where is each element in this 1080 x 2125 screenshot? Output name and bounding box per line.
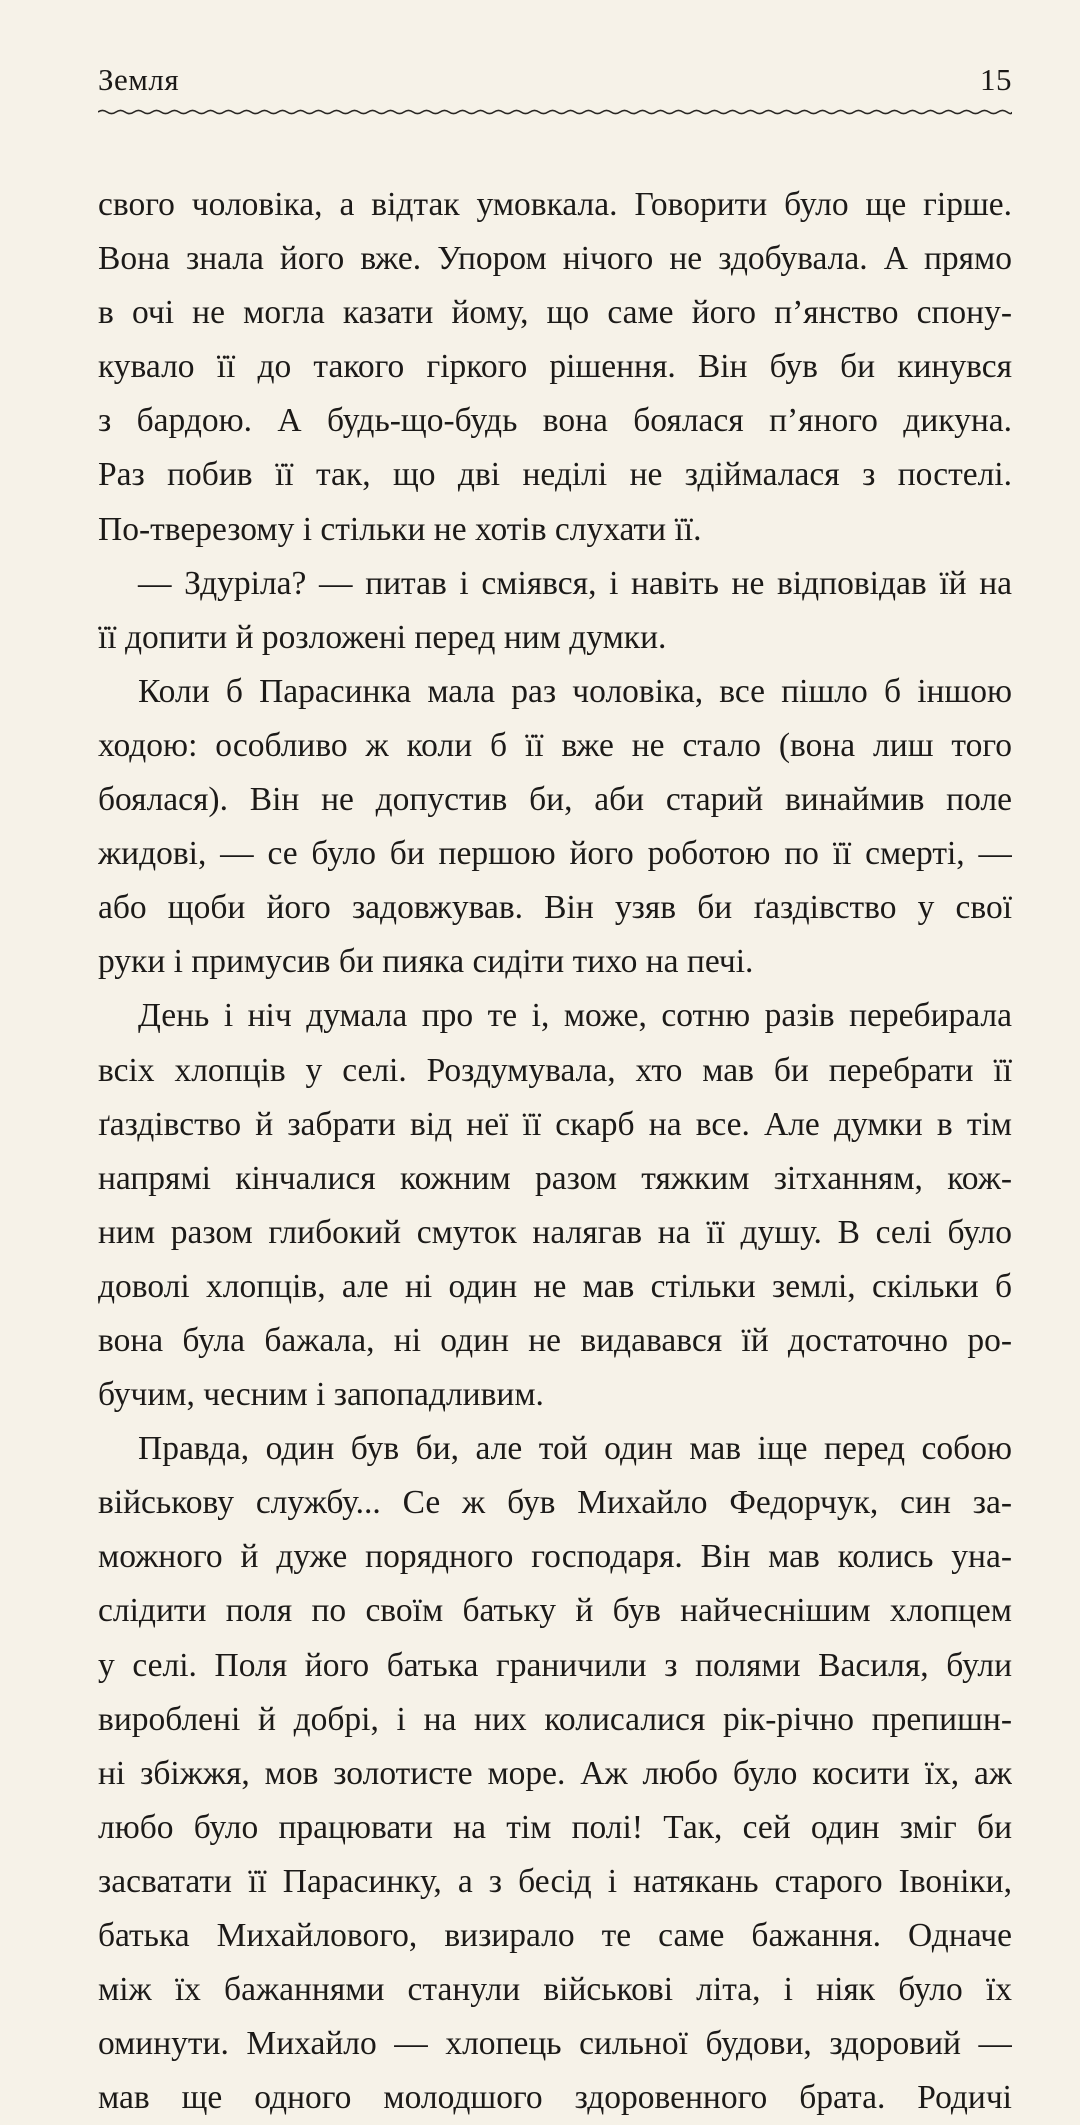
text-line: можного й дуже порядного господаря. Він мав колись уна- [98, 1538, 1012, 1576]
text-line: По-тверезому і стільки не хотів слухати її. [98, 510, 702, 548]
text-line: у селі. Поля його батька граничили з полями Василя, були [98, 1646, 1012, 1684]
text-line: всіх хлопців у селі. Роздумувала, хто мав би перебрати її [98, 1051, 1012, 1089]
text-line: бучим, чесним і запопадливим. [98, 1376, 544, 1414]
text-line: Раз побив її так, що дві неділі не здіймалася з постелі. [98, 456, 1012, 494]
body-text [98, 178, 1012, 2125]
text-line: руки і примусив би пияка сидіти тихо на печі. [98, 943, 754, 981]
text-line: вона була бажала, ні один не видавався їй достаточно ро- [98, 1321, 1012, 1359]
text-line: військову службу... Се ж був Михайло Федорчук, син за- [98, 1484, 1012, 1522]
text-line: між їх бажаннями станули військові літа, і ніяк було їх [98, 1971, 1012, 2009]
text-line: батька Михайлового, визирало те саме бажання. Одначе [98, 1917, 1012, 1954]
text-line: жидові, — се було би першою його роботою по її смерті, — [98, 835, 1012, 873]
running-title: Земля [98, 62, 180, 97]
text-line: Вона знала його вже. Упором нічого не здобувала. А прямо [98, 240, 1012, 278]
text-line: ґаздівство й забрати від неї її скарб на все. Але думки в тім [98, 1105, 1012, 1143]
text-line: Коли б Парасинка мала раз чоловіка, все пішло б іншою [138, 672, 1012, 710]
text-line: з бардою. А будь-що-будь вона боялася п’яного дикуна. [98, 402, 1012, 440]
text-line: свого чоловіка, а відтак умовкала. Говорити було ще гірше. [98, 186, 1012, 223]
text-line: вироблені й добрі, і на них колисалися рік-річно препишн- [98, 1700, 1012, 1738]
wavy-rule-ornament [98, 104, 1012, 120]
text-line: ні збіжжя, мов золотисте море. Аж любо було косити їх, аж [98, 1754, 1012, 1792]
text-line: мав ще одного молодшого здоровенного брата. Родичі [98, 2079, 1012, 2117]
text-line: День і ніч думала про те і, може, сотню разів перебирала [138, 997, 1012, 1035]
text-line: ходою: особливо ж коли б її вже не стало (вона лиш того [98, 726, 1012, 764]
text-line: оминути. Михайло — хлопець сильної будови, здоровий — [98, 2025, 1012, 2063]
text-line: Правда, один був би, але той один мав іще перед собою [138, 1430, 1012, 1468]
text-line: доволі хлопців, але ні один не мав стільки землі, скільки б [98, 1267, 1012, 1305]
text-line: боялася). Він не допустив би, аби старий винаймив поле [98, 781, 1012, 819]
text-line: або щоби його задовжував. Він узяв би ґаздівство у свої [98, 889, 1012, 927]
text-line: напрямі кінчалися кожним разом тяжким зітханням, кож- [98, 1159, 1012, 1197]
text-line: її допити й розложені перед ним думки. [98, 618, 667, 656]
text-line: кувало її до такого гіркого рішення. Він був би кинувся [98, 348, 1012, 386]
running-head [98, 48, 1012, 98]
text-line: в очі не могла казати йому, що саме його п’янство спону- [98, 294, 1012, 332]
text-line: любо було працювати на тім полі! Так, сей один зміг би [98, 1808, 1012, 1846]
page-number: 15 [980, 62, 1012, 97]
text-line: ним разом глибокий смуток налягав на її душу. В селі було [98, 1213, 1012, 1251]
text-line: засватати її Парасинку, а з бесід і натякань старого Івоніки, [98, 1862, 1012, 1900]
text-line: слідити поля по своїм батьку й був найчеснішим хлопцем [98, 1592, 1012, 1630]
text-line: — Здуріла? — питав і сміявся, і навіть не відповідав їй на [138, 564, 1012, 602]
